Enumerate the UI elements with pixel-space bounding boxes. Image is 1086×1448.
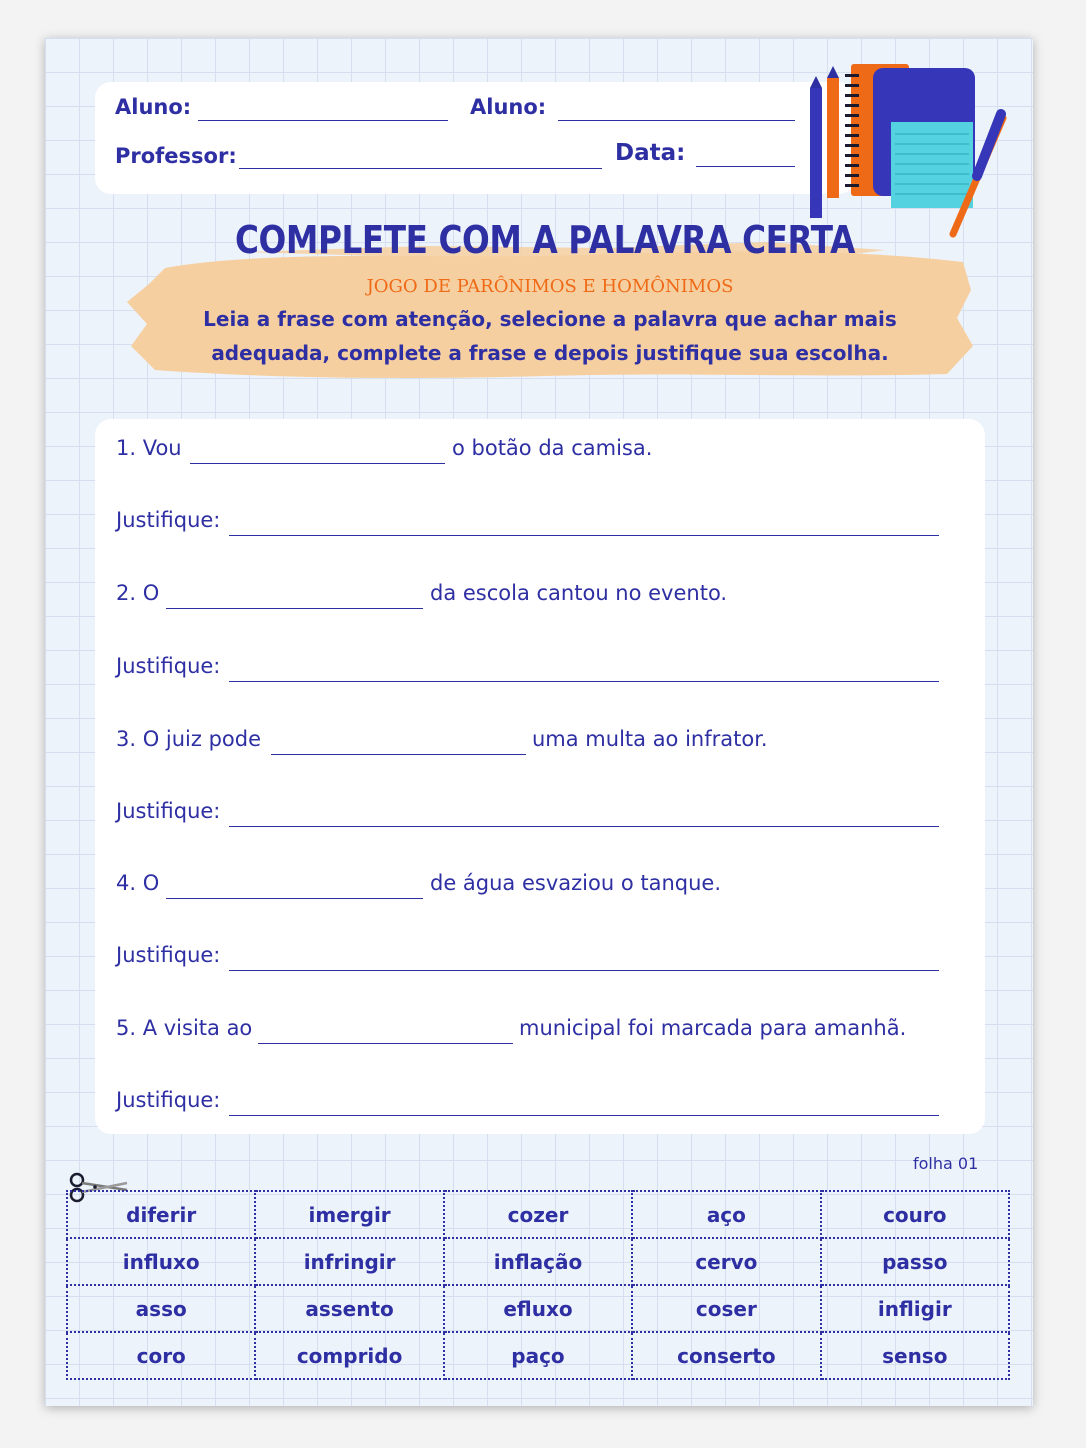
justify-line-2[interactable] [229,681,939,682]
aluno-field-2[interactable] [558,120,795,121]
question-3-start: 3. O juiz pode [116,727,262,751]
justify-label-4: Justifique: [116,943,221,967]
question-4-blank[interactable] [166,898,423,899]
data-label: Data: [615,140,686,166]
professor-label: Professor: [115,144,237,168]
question-2-blank[interactable] [166,608,423,609]
justify-line-1[interactable] [229,535,939,536]
word-card[interactable]: coro [67,1332,255,1379]
word-card[interactable]: infligir [821,1285,1009,1332]
worksheet-page [45,38,1033,1406]
word-card[interactable]: senso [821,1332,1009,1379]
question-1-blank[interactable] [190,463,445,464]
word-card[interactable]: influxo [67,1238,255,1285]
word-card[interactable]: assento [255,1285,443,1332]
word-card[interactable]: imergir [255,1191,443,1238]
question-4-end: de água esvaziou o tanque. [430,871,721,895]
justify-label-5: Justifique: [116,1088,221,1112]
question-4-start: 4. O [116,871,160,895]
question-2-end: da escola cantou no evento. [430,581,728,605]
questions-card [95,419,985,1134]
word-card[interactable]: paço [444,1332,632,1379]
justify-line-4[interactable] [229,970,939,971]
question-2-start: 2. O [116,581,160,605]
word-card[interactable]: conserto [632,1332,820,1379]
word-card[interactable]: cozer [444,1191,632,1238]
school-supplies-illustration [805,48,1015,238]
aluno-label-1: Aluno: [115,95,192,119]
word-card[interactable]: inflação [444,1238,632,1285]
question-1-start: 1. Vou [116,436,182,460]
justify-line-3[interactable] [229,826,939,827]
word-card[interactable]: asso [67,1285,255,1332]
word-cutout-grid [66,1190,1010,1380]
question-5-end: municipal foi marcada para amanhã. [519,1016,907,1040]
question-1-end: o botão da camisa. [452,436,653,460]
page-title: COMPLETE COM A PALAVRA CERTA [234,218,855,262]
word-row [67,1285,1009,1332]
data-field[interactable] [696,166,795,167]
justify-line-5[interactable] [229,1115,939,1116]
word-card[interactable]: comprido [255,1332,443,1379]
aluno-field-1[interactable] [198,120,448,121]
word-card[interactable]: passo [821,1238,1009,1285]
word-row [67,1332,1009,1379]
page-subtitle: JOGO DE PARÔNIMOS E HOMÔNIMOS [366,276,734,297]
word-card[interactable]: coser [632,1285,820,1332]
word-row [67,1238,1009,1285]
word-card[interactable]: aço [632,1191,820,1238]
question-5-blank[interactable] [258,1043,513,1044]
aluno-label-2: Aluno: [470,95,547,119]
page-number: folha 01 [913,1154,979,1173]
word-card[interactable]: cervo [632,1238,820,1285]
word-row [67,1191,1009,1238]
word-card[interactable]: diferir [67,1191,255,1238]
word-card[interactable]: infringir [255,1238,443,1285]
professor-field[interactable] [239,168,602,169]
student-info-card [95,82,855,194]
question-5-start: 5. A visita ao [116,1016,253,1040]
instructions-line-2: adequada, complete a frase e depois justifique sua escolha. [211,341,889,365]
question-3-blank[interactable] [271,754,526,755]
instructions-line-1: Leia a frase com atenção, selecione a palavra que achar mais [203,307,897,331]
justify-label-1: Justifique: [116,508,221,532]
question-3-end: uma multa ao infrator. [532,727,768,751]
justify-label-2: Justifique: [116,654,221,678]
word-card[interactable]: efluxo [444,1285,632,1332]
word-card[interactable]: couro [821,1191,1009,1238]
justify-label-3: Justifique: [116,799,221,823]
